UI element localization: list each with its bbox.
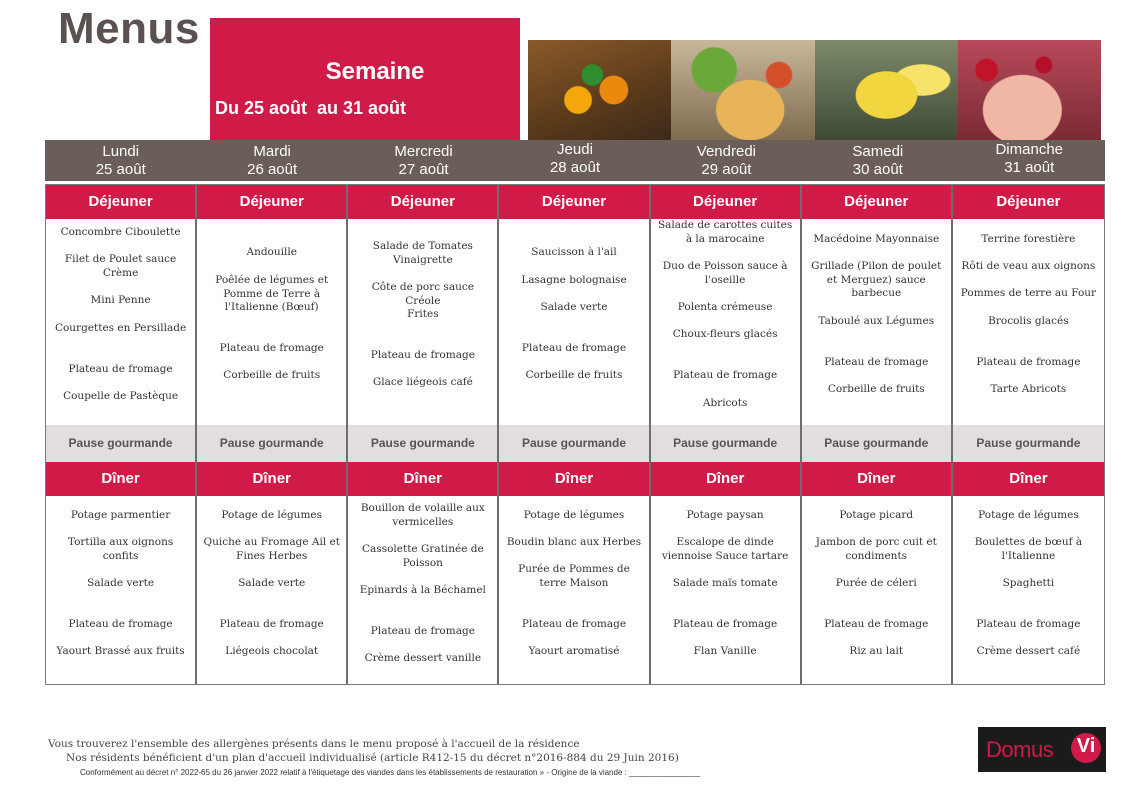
cherry-tart-photo bbox=[958, 40, 1101, 140]
page-title: Menus bbox=[58, 4, 200, 53]
dinner-header: Dîner bbox=[46, 462, 195, 496]
day-date: 27 août bbox=[398, 161, 449, 178]
menu-item: Macédoine Mayonnaise bbox=[813, 233, 940, 245]
dinner-menu bbox=[499, 496, 648, 684]
menu-item: Plateau de fromage bbox=[673, 369, 778, 381]
day-date: 31 août bbox=[1004, 159, 1055, 176]
menu-item: Grillade (Pilon de poulet et Merguez) sauce barbecue bbox=[811, 260, 942, 299]
menu-item: Boulettes de bœuf à l'Italienne bbox=[974, 536, 1083, 562]
dinner-header: Dîner bbox=[197, 462, 346, 496]
day-column-samedi bbox=[802, 185, 953, 684]
day-name: Mardi bbox=[253, 143, 291, 160]
menu-item: Plateau de fromage bbox=[976, 618, 1081, 630]
dinner-menu bbox=[46, 496, 195, 684]
menu-item: Tortilla aux oignons confits bbox=[67, 536, 174, 562]
menu-item: Plateau de fromage bbox=[673, 618, 778, 630]
lunch-header: Déjeuner bbox=[802, 185, 951, 219]
day-column-lundi bbox=[46, 185, 197, 684]
menu-item: Plateau de fromage bbox=[219, 342, 324, 354]
menu-item: Plateau de fromage bbox=[219, 618, 324, 630]
menu-item: Corbeille de fruits bbox=[525, 369, 623, 381]
dinner-header: Dîner bbox=[953, 462, 1104, 496]
day-name: Jeudi bbox=[557, 141, 593, 158]
menu-item: Poêlée de légumes et Pomme de Terre à l'Italienne (Bœuf) bbox=[215, 274, 329, 313]
day-name: Mercredi bbox=[394, 143, 453, 160]
menu-item: Boudin blanc aux Herbes bbox=[506, 536, 642, 548]
menu-item: Lasagne bolognaise bbox=[521, 274, 627, 286]
menu-item: Salade verte bbox=[87, 577, 155, 589]
pause-gourmande: Pause gourmande bbox=[802, 425, 951, 462]
lunch-menu bbox=[953, 219, 1104, 425]
lunch-header: Déjeuner bbox=[348, 185, 497, 219]
lunch-menu bbox=[348, 219, 497, 425]
day-header bbox=[499, 140, 650, 181]
menu-item: Pommes de terre au Four bbox=[960, 287, 1097, 299]
menu-item: Crème dessert café bbox=[976, 645, 1081, 657]
menu-item: Concombre Ciboulette bbox=[60, 226, 181, 238]
allergen-note: Vous trouverez l'ensemble des allergènes présents dans le menu proposé à l'accueil de la résidence bbox=[48, 738, 580, 750]
days-header bbox=[45, 140, 1105, 181]
menu-item: Plateau de fromage bbox=[370, 625, 475, 637]
menu-item: Epinards à la Béchamel bbox=[359, 584, 486, 596]
menu-item: Plateau de fromage bbox=[68, 618, 173, 630]
pause-gourmande: Pause gourmande bbox=[348, 425, 497, 462]
pause-gourmande: Pause gourmande bbox=[46, 425, 195, 462]
pause-gourmande: Pause gourmande bbox=[197, 425, 346, 462]
menu-grid bbox=[45, 184, 1105, 685]
dinner-menu bbox=[802, 496, 951, 684]
week-label: Semaine bbox=[325, 58, 425, 85]
menu-item: Yaourt Brassé aux fruits bbox=[56, 645, 185, 657]
menu-item: Potage de légumes bbox=[221, 509, 323, 521]
lunch-header: Déjeuner bbox=[46, 185, 195, 219]
day-header bbox=[954, 140, 1105, 181]
logo-text: Domus bbox=[986, 737, 1054, 762]
menu-item: Yaourt aromatisé bbox=[528, 645, 620, 657]
pause-gourmande: Pause gourmande bbox=[499, 425, 648, 462]
dinner-header: Dîner bbox=[802, 462, 951, 496]
menu-item: Flan Vanille bbox=[693, 645, 757, 657]
day-header bbox=[651, 140, 802, 181]
dinner-header: Dîner bbox=[499, 462, 648, 496]
menu-item: Purée de céleri bbox=[835, 577, 917, 589]
lunch-header: Déjeuner bbox=[651, 185, 800, 219]
menu-item: Plateau de fromage bbox=[521, 618, 627, 630]
cheese-photo bbox=[815, 40, 958, 140]
day-date: 30 août bbox=[852, 161, 903, 178]
menu-item: Riz au lait bbox=[849, 645, 904, 657]
menu-item: Andouille bbox=[246, 246, 297, 258]
menu-item: Coupelle de Pastèque bbox=[63, 390, 179, 402]
menu-item: Salade maïs tomate bbox=[672, 577, 778, 589]
dinner-menu bbox=[651, 496, 800, 684]
menu-item: Escalope de dinde viennoise Sauce tartare bbox=[661, 536, 789, 562]
menu-item: Plateau de fromage bbox=[976, 356, 1081, 368]
menu-item: Purée de Pommes de terre Maison bbox=[518, 563, 630, 589]
dinner-menu bbox=[197, 496, 346, 684]
lunch-menu bbox=[499, 219, 648, 425]
menu-item: Salade de Tomates Vinaigrette bbox=[372, 240, 473, 266]
week-dates: Du 25 août au 31 août bbox=[215, 98, 407, 118]
day-date: 26 août bbox=[247, 161, 298, 178]
pause-gourmande: Pause gourmande bbox=[651, 425, 800, 462]
day-column-mercredi bbox=[348, 185, 499, 684]
menu-item: Salade de carottes cuites à la marocaine bbox=[657, 219, 793, 245]
day-date: 25 août bbox=[95, 161, 146, 178]
menu-item: Courgettes en Persillade bbox=[54, 322, 187, 334]
pause-gourmande: Pause gourmande bbox=[953, 425, 1104, 462]
day-name: Vendredi bbox=[696, 143, 756, 160]
menu-item: Bouillon de volaille aux vermicelles bbox=[360, 502, 485, 528]
menu-item: Potage de légumes bbox=[978, 509, 1079, 521]
menu-item: Spaghetti bbox=[1002, 577, 1055, 589]
dinner-header: Dîner bbox=[651, 462, 800, 496]
logo-mark-text: Vi bbox=[1076, 735, 1096, 757]
menu-item: Corbeille de fruits bbox=[827, 383, 925, 395]
day-column-vendredi bbox=[651, 185, 802, 684]
menu-item: Plateau de fromage bbox=[521, 342, 627, 354]
menu-item: Plateau de fromage bbox=[68, 363, 173, 375]
day-name: Samedi bbox=[852, 143, 904, 160]
menu-item: Salade verte bbox=[238, 577, 306, 589]
logo-mark bbox=[1071, 733, 1101, 763]
menu-item: Frites bbox=[407, 308, 439, 320]
menu-item: Salade verte bbox=[540, 301, 608, 313]
lunch-menu bbox=[46, 219, 195, 425]
day-header bbox=[196, 140, 347, 181]
menu-item: Mini Penne bbox=[90, 294, 151, 306]
day-name: Dimanche bbox=[995, 141, 1063, 158]
menu-item: Brocolis glacés bbox=[988, 315, 1069, 327]
menu-item: Corbeille de fruits bbox=[223, 369, 321, 381]
day-column-mardi bbox=[197, 185, 348, 684]
week-banner bbox=[210, 18, 520, 140]
meat-origin-note: Conformément au décret n° 2022-65 du 26 janvier 2022 relatif à l'étiquetage des viandes dans les établissements de restauration » - Origine de la viande : ________________ bbox=[80, 768, 701, 777]
menu-item: Taboulé aux Légumes bbox=[818, 315, 935, 327]
menu-item: Polenta crémeuse bbox=[677, 301, 773, 313]
menu-item: Abricots bbox=[702, 397, 748, 409]
resident-plan-note: Nos résidents bénéficient d'un plan d'accueil individualisé (article R412-15 du décret n°2016-884 du 29 Juin 2016) bbox=[66, 752, 679, 764]
menu-item: Saucisson à l'ail bbox=[531, 246, 617, 258]
food-photo-strip bbox=[528, 40, 1101, 140]
pasta-salad-photo bbox=[671, 40, 814, 140]
menu-item: Potage picard bbox=[839, 509, 914, 521]
menu-item: Crème dessert vanille bbox=[364, 652, 482, 664]
menu-item: Jambon de porc cuit et condiments bbox=[815, 536, 937, 562]
lunch-menu bbox=[651, 219, 800, 425]
menu-item: Quiche au Fromage Ail et Fines Herbes bbox=[203, 536, 340, 562]
menu-item: Potage parmentier bbox=[70, 509, 171, 521]
menu-item: Terrine forestière bbox=[981, 233, 1076, 245]
dinner-menu bbox=[953, 496, 1104, 684]
dinner-header: Dîner bbox=[348, 462, 497, 496]
lunch-header: Déjeuner bbox=[499, 185, 648, 219]
lunch-menu bbox=[197, 219, 346, 425]
day-column-dimanche bbox=[953, 185, 1104, 684]
day-date: 29 août bbox=[701, 161, 752, 178]
menu-item: Plateau de fromage bbox=[824, 618, 929, 630]
day-header bbox=[348, 140, 499, 181]
day-column-jeudi bbox=[499, 185, 650, 684]
menu-item: Potage de légumes bbox=[523, 509, 625, 521]
lunch-header: Déjeuner bbox=[197, 185, 346, 219]
day-header bbox=[45, 140, 196, 181]
menu-item: Plateau de fromage bbox=[824, 356, 929, 368]
menu-item: Duo de Poisson sauce à l'oseille bbox=[662, 260, 788, 286]
day-date: 28 août bbox=[549, 159, 600, 176]
menu-item: Potage paysan bbox=[686, 509, 764, 521]
menu-item: Côte de porc sauce Créole bbox=[371, 281, 474, 307]
menu-item: Rôti de veau aux oignons bbox=[961, 260, 1096, 272]
menu-item: Tarte Abricots bbox=[990, 383, 1067, 395]
lunch-menu bbox=[802, 219, 951, 425]
day-header bbox=[802, 140, 953, 181]
dessert-glass-photo bbox=[528, 40, 671, 140]
menu-item: Filet de Poulet sauce Crème bbox=[64, 253, 177, 279]
menu-item: Cassolette Gratinée de Poisson bbox=[362, 543, 484, 569]
menu-item: Liégeois chocolat bbox=[225, 645, 319, 657]
dinner-menu bbox=[348, 496, 497, 684]
domusvi-logo bbox=[978, 727, 1106, 772]
menu-item: Glace liégeois café bbox=[372, 376, 473, 388]
menu-item: Plateau de fromage bbox=[370, 349, 475, 361]
menu-item: Choux-fleurs glacés bbox=[672, 328, 778, 340]
lunch-header: Déjeuner bbox=[953, 185, 1104, 219]
day-name: Lundi bbox=[102, 143, 140, 160]
